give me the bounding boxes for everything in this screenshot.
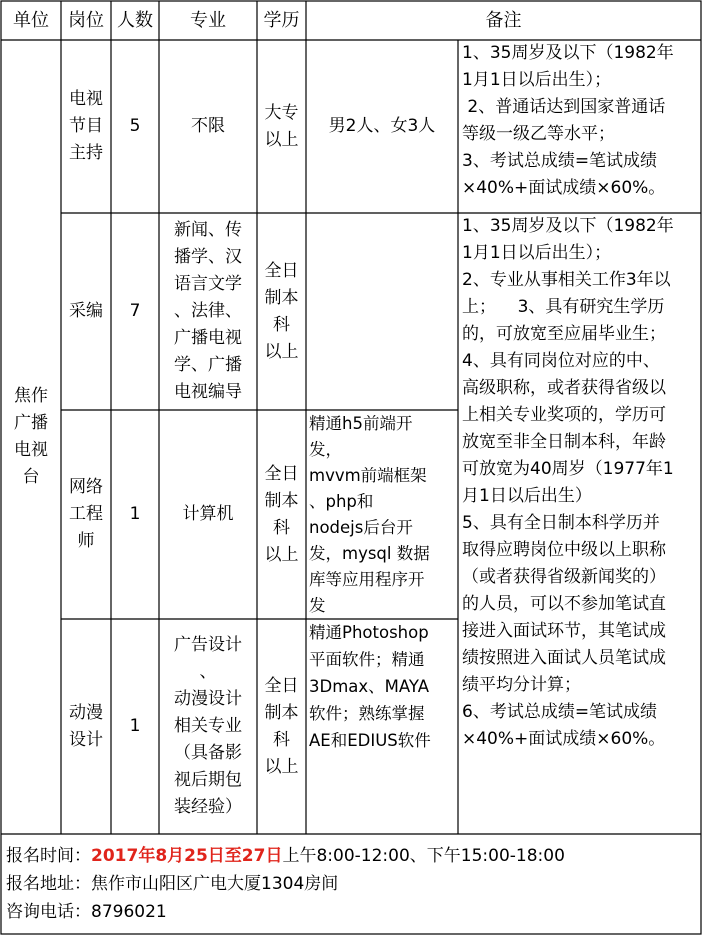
remark-line: 2、专业从事相关工作3年以 <box>462 270 671 290</box>
major-line: （具备影 <box>174 743 242 763</box>
unit-name-line: 广播 <box>14 413 48 433</box>
education-line: 制本 <box>264 702 299 723</box>
position-line: 采编 <box>69 301 103 321</box>
education-line: 科 <box>273 314 290 335</box>
major-line: 视后期包 <box>174 770 242 790</box>
education-line: 大专 <box>264 102 299 123</box>
row4-major <box>159 619 257 834</box>
education-line: 以上 <box>264 341 299 362</box>
row3-requirement <box>309 410 457 619</box>
consult-phone-label: 咨询电话： <box>6 902 91 922</box>
remark-line: 月1日以后出生） <box>462 486 592 506</box>
remark-line: 高级职称，或者获得省级以 <box>462 378 666 398</box>
registration-date: 2017年8月25日至27日 <box>91 846 283 866</box>
remark-line: 2、普通话达到国家普通话 <box>462 97 666 117</box>
remark-line: 1月1日以后出生）； <box>462 243 612 263</box>
header-position: 岗位 <box>68 10 104 31</box>
education-line: 以上 <box>264 544 299 565</box>
requirement-line: 发 <box>309 596 326 615</box>
remark-line: 3、考试总成绩=笔试成绩 <box>462 151 658 171</box>
registration-hours: 上午8:00-12:00、下午15:00-18:00 <box>282 846 565 866</box>
major-line: 动漫设计 <box>174 689 242 709</box>
education-line: 以上 <box>264 129 299 150</box>
remark-line: 放宽至非全日制本科，年龄 <box>462 432 666 452</box>
row3-major <box>159 410 257 619</box>
major-line: 相关专业 <box>174 716 242 736</box>
major-line: 广播电视 <box>174 328 242 348</box>
header-remarks: 备注 <box>485 10 522 31</box>
major-line: 广告设计 <box>174 635 242 655</box>
education-line: 以上 <box>264 756 299 777</box>
major-line: 、法律、 <box>174 301 242 321</box>
position-line: 工程 <box>69 504 103 524</box>
row1-major <box>159 40 257 213</box>
remarks-block-2 <box>462 213 700 834</box>
row1-position <box>61 40 111 213</box>
requirement-line: 软件；熟练掌握 <box>309 704 425 723</box>
header-education: 学历 <box>263 10 300 31</box>
position-line: 设计 <box>69 729 103 750</box>
row4-requirement <box>309 619 457 834</box>
education-line: 全日 <box>264 463 299 484</box>
row4-position <box>61 619 111 834</box>
row1-education <box>257 40 306 213</box>
header-unit: 单位 <box>13 10 49 31</box>
unit-name-line: 台 <box>22 467 40 487</box>
major-line: 学、广播 <box>174 355 242 375</box>
education-line: 科 <box>273 517 290 538</box>
consult-phone: 8796021 <box>91 902 167 922</box>
remark-line: 1月1日以后出生）； <box>462 70 612 90</box>
remark-line: （或者获得省级新闻奖的） <box>462 567 666 587</box>
remarks-block-1 <box>462 40 700 213</box>
remark-line: 接进入面试环节，其笔试成 <box>462 621 666 641</box>
major-line: 电视编导 <box>174 382 242 402</box>
remark-line: ×40%+面试成绩×60%。 <box>462 729 666 749</box>
requirement-line: 3Dmax、MAYA <box>309 677 429 696</box>
requirement-line: mvvm前端框架 <box>309 466 427 485</box>
education-line: 制本 <box>264 287 299 308</box>
consult-phone-line <box>6 898 698 926</box>
position-line: 主持 <box>69 143 103 163</box>
requirement-line: 男2人、女3人 <box>328 116 436 136</box>
row2-count: 7 <box>129 301 141 321</box>
row1-requirement <box>306 40 458 213</box>
row2-education <box>257 213 306 410</box>
requirement-line: 、php和 <box>309 492 374 511</box>
major-line: 新闻、传 <box>174 220 242 240</box>
education-line: 全日 <box>264 260 299 281</box>
row3-education <box>257 410 306 619</box>
row1-count: 5 <box>129 116 141 136</box>
remark-line: 1、35周岁及以下（1982年 <box>462 216 674 236</box>
position-line: 节目 <box>69 116 103 136</box>
requirement-line: 精通Photoshop <box>309 623 429 642</box>
remark-line: 绩平均分计算； <box>462 675 581 695</box>
row2-major <box>159 213 257 410</box>
row3-count: 1 <box>129 504 141 524</box>
major-line: 播学、汉 <box>174 247 242 267</box>
education-line: 制本 <box>264 490 299 511</box>
unit-name-line: 电视 <box>14 440 48 460</box>
major-line: 、 <box>199 662 217 682</box>
major-line: 语言文学 <box>174 274 242 294</box>
registration-address: 焦作市山阳区广电大厦1304房间 <box>91 874 339 894</box>
requirement-line: 发，mysql 数据 <box>309 544 430 563</box>
major-line: 计算机 <box>182 504 234 524</box>
unit-name <box>1 40 61 834</box>
remark-line: 取得应聘岗位中级以上职称 <box>462 540 666 560</box>
header-count: 人数 <box>117 10 153 31</box>
row4-count: 1 <box>129 716 141 736</box>
row2-position <box>61 213 111 410</box>
remark-line: 4、具有同岗位对应的中、 <box>462 351 660 371</box>
header-major: 专业 <box>190 10 226 31</box>
remark-line: 1、35周岁及以下（1982年 <box>462 43 674 63</box>
remark-line: 上； 3、具有研究生学历 <box>462 297 665 317</box>
position-line: 网络 <box>69 477 103 497</box>
position-line: 动漫 <box>69 702 103 723</box>
registration-time-label: 报名时间： <box>6 846 91 866</box>
remark-line: 上相关专业奖项的，学历可 <box>462 405 666 425</box>
requirement-line: 精通h5前端开 <box>309 414 413 433</box>
education-line: 科 <box>273 729 290 750</box>
registration-time-line <box>6 842 698 870</box>
remark-line: ×40%+面试成绩×60%。 <box>462 178 666 198</box>
requirement-line: 库等应用程序开 <box>309 570 425 589</box>
remark-line: 5、具有全日制本科学历并 <box>462 513 660 533</box>
remark-line: 可放宽为40周岁（1977年1 <box>462 459 674 479</box>
education-line: 全日 <box>264 675 299 696</box>
remark-line: 的人员，可以不参加笔试直 <box>462 594 666 614</box>
row4-education <box>257 619 306 834</box>
remark-line: 的，可放宽至应届毕业生； <box>462 324 666 344</box>
registration-address-line <box>6 870 698 898</box>
major-line: 不限 <box>191 116 225 136</box>
unit-name-line: 焦作 <box>14 386 48 406</box>
footer-info <box>6 842 698 926</box>
requirement-line: AE和EDIUS软件 <box>309 731 431 750</box>
position-line: 师 <box>77 531 95 551</box>
requirement-line: 发， <box>309 440 342 459</box>
requirement-line: 平面软件；精通 <box>309 650 425 669</box>
major-line: 装经验） <box>174 797 242 817</box>
requirement-line: nodejs后台开 <box>309 518 413 537</box>
remark-line: 绩按照进入面试人员笔试成 <box>462 648 666 668</box>
remark-line: 6、考试总成绩=笔试成绩 <box>462 702 658 722</box>
position-line: 电视 <box>69 89 103 109</box>
registration-address-label: 报名地址： <box>6 874 91 894</box>
row3-position <box>61 410 111 619</box>
remark-line: 等级一级乙等水平； <box>462 124 615 144</box>
